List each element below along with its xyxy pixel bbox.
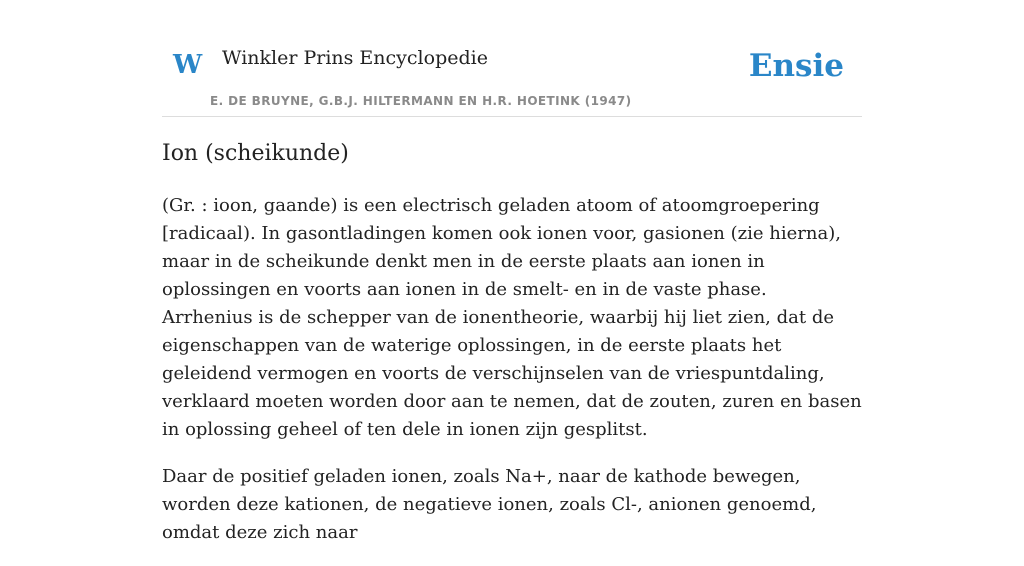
source-logo[interactable]: W bbox=[173, 50, 203, 80]
source-header bbox=[162, 0, 862, 117]
ensie-logo-link[interactable]: Ensie bbox=[748, 48, 844, 84]
source-title[interactable]: Winkler Prins Encyclopedie bbox=[222, 47, 488, 69]
article-paragraph: (Gr. : ioon, gaande) is een electrisch geladen atoom of atoomgroepering [radicaal). In gasontladingen komen ook ionen voor, gasionen (zie hierna), maar in de scheikunde denkt men in de eerste plaats aan ionen in oplossingen en voorts aan ionen in de smelt- en in de vaste phase. Arrhenius is de schepper van de ionentheorie, waarbij hij liet zien, dat de eigenschappen van de waterige oplossingen, in de eerste plaats het geleidend vermogen en voorts de verschijnselen van de vriespuntdaling, verklaard moeten worden door aan te nemen, dat de zouten, zuren en basen in oplossing geheel of ten dele in ionen zijn gesplitst. bbox=[162, 195, 862, 440]
article-title: Ion (scheikunde) bbox=[162, 141, 349, 166]
source-authors: E. DE BRUYNE, G.B.J. HILTERMANN EN H.R. HOETINK (1947) bbox=[210, 94, 632, 108]
article-body bbox=[162, 192, 862, 566]
article-paragraph: Daar de positief geladen ionen, zoals Na+, naar de kathode bewegen, worden deze kationen, de negatieve ionen, zoals Cl-, anionen genoemd, omdat deze zich naar bbox=[162, 466, 817, 543]
page-container bbox=[162, 0, 862, 543]
